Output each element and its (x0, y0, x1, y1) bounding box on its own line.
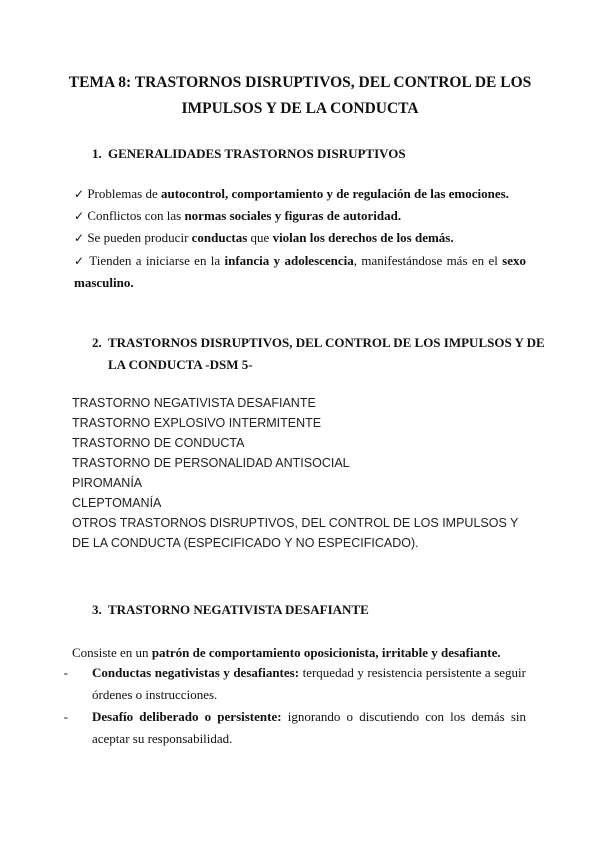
section-1-number: 1. (92, 146, 102, 161)
dash-icon: - (63, 665, 68, 680)
list-item: TRASTORNO NEGATIVISTA DESAFIANTE (72, 396, 316, 410)
section-1-item: ✓ Tienden a iniciarse en la infancia y adolescencia, manifestándose más en el sexo masculino. (74, 253, 527, 290)
section-3-intro: Consiste en un patrón de comportamiento oposicionista, irritable y desafiante. (72, 645, 501, 660)
disorder-list (72, 393, 532, 553)
section-1-item: ✓ Conflictos con las normas sociales y figuras de autoridad. (74, 208, 402, 223)
checkmark-icon: ✓ (74, 209, 85, 223)
list-item: TRASTORNO EXPLOSIVO INTERMITENTE (72, 416, 322, 430)
section-1-title: GENERALIDADES TRASTORNOS DISRUPTIVOS (108, 146, 406, 161)
list-item: CLEPTOMANÍA (72, 496, 162, 510)
checkmark-icon: ✓ (74, 254, 86, 268)
bullet-item: - Desafío deliberado o persistente: ignorando o discutiendo con los demás sin aceptar su responsabilidad. (92, 706, 526, 750)
checkmark-icon: ✓ (74, 187, 85, 201)
section-1-item: ✓ Problemas de autocontrol, comportamiento y de regulación de las emociones. (74, 186, 509, 201)
list-item: PIROMANÍA (72, 476, 143, 490)
title-line-2: IMPULSOS Y DE LA CONDUCTA (181, 100, 419, 117)
list-item: OTROS TRASTORNOS DISRUPTIVOS, DEL CONTROL DE LOS IMPULSOS Y DE LA CONDUCTA (ESPECIFICADO Y NO ESPECIFICADO). (72, 516, 519, 550)
title-line-1: TEMA 8: TRASTORNOS DISRUPTIVOS, DEL CONTROL DE LOS (68, 74, 532, 91)
section-2-number: 2. (92, 335, 102, 350)
document-title (60, 70, 540, 122)
section-1-item: ✓ Se pueden producir conductas que violan los derechos de los demás. (74, 230, 454, 245)
list-item: TRASTORNO DE CONDUCTA (72, 436, 245, 450)
list-item: TRASTORNO DE PERSONALIDAD ANTISOCIAL (72, 456, 350, 470)
section-2-title-line-1: TRASTORNOS DISRUPTIVOS, DEL CONTROL DE LOS IMPULSOS Y DE (108, 335, 545, 350)
section-2-heading (92, 332, 545, 376)
section-2-title-line-2: LA CONDUCTA -DSM 5- (108, 357, 253, 372)
section-3-number: 3. (92, 602, 102, 617)
section-3-title: TRASTORNO NEGATIVISTA DESAFIANTE (108, 602, 369, 617)
bullet-item: - Conductas negativistas y desafiantes: terquedad y resistencia persistente a seguir órdenes o instrucciones. (92, 662, 526, 706)
dash-icon: - (63, 709, 68, 724)
checkmark-icon: ✓ (74, 231, 85, 245)
